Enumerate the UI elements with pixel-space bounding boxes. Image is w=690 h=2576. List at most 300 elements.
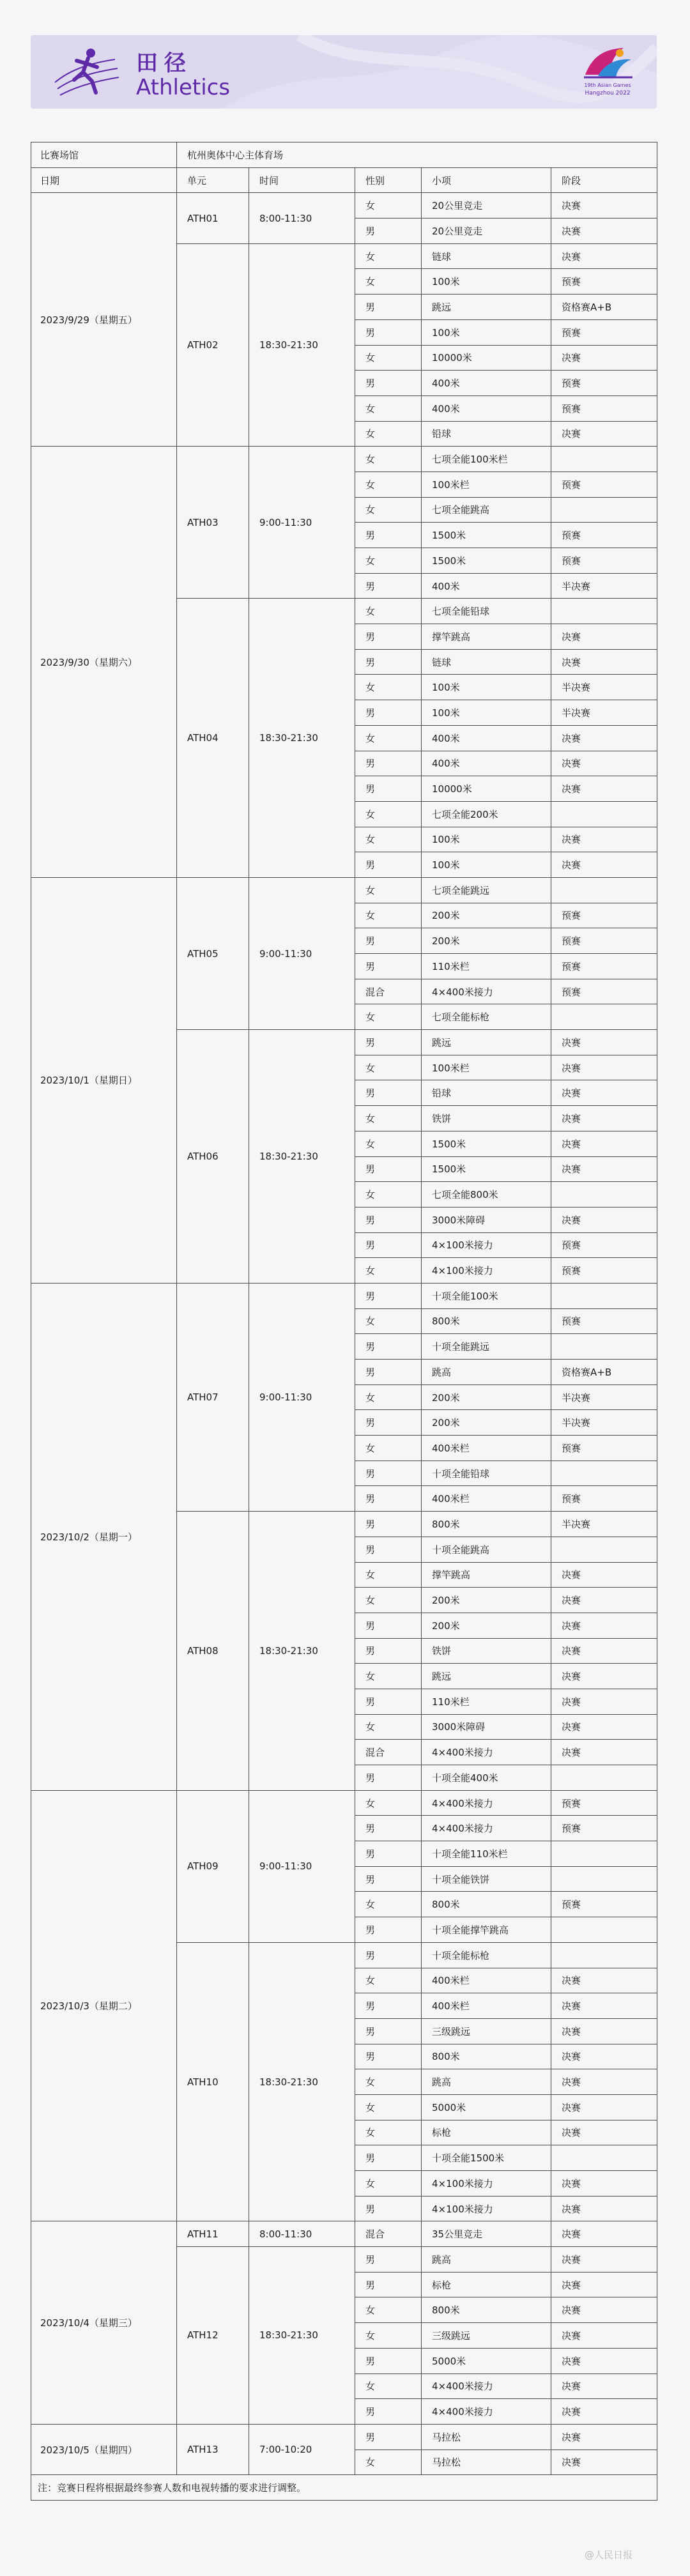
gender-cell: 男	[355, 1993, 422, 2019]
phase-cell: 预赛	[551, 979, 657, 1004]
phase-cell: 半决赛	[551, 573, 657, 599]
phase-cell: 决赛	[551, 2323, 657, 2349]
time-cell: 8:00-11:30	[249, 2221, 355, 2247]
gender-cell: 女	[355, 1308, 422, 1334]
event-cell: 1500米	[422, 523, 551, 548]
gender-cell: 男	[355, 1156, 422, 1182]
event-cell: 5000米	[422, 2094, 551, 2120]
phase-cell: 决赛	[551, 421, 657, 447]
event-cell: 跳高	[422, 2247, 551, 2273]
gender-cell: 男	[355, 1232, 422, 1258]
time-cell: 7:00-10:20	[249, 2424, 355, 2474]
gender-cell: 男	[355, 2018, 422, 2044]
event-cell: 4×400米接力	[422, 1740, 551, 1765]
emblem-caption-top: 19th Asian Games	[584, 82, 631, 88]
gender-cell: 男	[355, 1030, 422, 1055]
event-cell: 100米栏	[422, 471, 551, 497]
date-cell: 2023/9/29（星期五）	[31, 193, 177, 447]
gender-cell: 男	[355, 2272, 422, 2297]
note-row	[31, 2475, 657, 2501]
event-cell: 100米	[422, 700, 551, 726]
time-cell: 9:00-11:30	[249, 1283, 355, 1511]
gender-cell: 女	[355, 2323, 422, 2349]
phase-cell	[551, 1537, 657, 1562]
gender-cell: 男	[355, 1613, 422, 1638]
gender-cell: 女	[355, 1892, 422, 1917]
event-cell: 七项全能铅球	[422, 599, 551, 624]
gender-cell: 男	[355, 1334, 422, 1360]
event-cell: 200米	[422, 928, 551, 954]
event-cell: 十项全能400米	[422, 1765, 551, 1791]
header-banner	[31, 35, 657, 109]
gender-cell: 男	[355, 624, 422, 650]
gender-cell: 女	[355, 345, 422, 371]
gender-cell: 男	[355, 1283, 422, 1308]
gender-cell: 男	[355, 573, 422, 599]
gender-cell: 女	[355, 877, 422, 903]
table-row	[31, 877, 657, 903]
phase-cell: 预赛	[551, 1308, 657, 1334]
gender-cell: 男	[355, 2196, 422, 2221]
gender-cell: 女	[355, 447, 422, 472]
gender-cell: 男	[355, 1537, 422, 1562]
phase-cell: 决赛	[551, 1689, 657, 1714]
gender-cell: 男	[355, 1689, 422, 1714]
unit-cell: ATH06	[177, 1030, 249, 1284]
gender-cell: 女	[355, 1714, 422, 1740]
phase-cell: 决赛	[551, 2348, 657, 2373]
gender-cell: 女	[355, 497, 422, 523]
phase-cell	[551, 1182, 657, 1208]
gender-cell: 女	[355, 801, 422, 827]
event-cell: 1500米	[422, 1156, 551, 1182]
gender-cell: 女	[355, 2450, 422, 2475]
column-header: 阶段	[551, 167, 657, 193]
event-cell: 800米	[422, 1308, 551, 1334]
phase-cell: 决赛	[551, 1740, 657, 1765]
phase-cell: 半决赛	[551, 700, 657, 726]
phase-cell: 决赛	[551, 1968, 657, 1993]
event-cell: 1500米	[422, 548, 551, 574]
phase-cell: 决赛	[551, 2018, 657, 2044]
date-cell: 2023/9/30（星期六）	[31, 447, 177, 878]
phase-cell	[551, 877, 657, 903]
gender-cell: 男	[355, 2424, 422, 2450]
phase-cell: 决赛	[551, 1714, 657, 1740]
phase-cell: 预赛	[551, 319, 657, 345]
event-cell: 800米	[422, 2044, 551, 2069]
gender-cell: 男	[355, 1207, 422, 1232]
event-cell: 200米	[422, 1613, 551, 1638]
event-cell: 5000米	[422, 2348, 551, 2373]
phase-cell: 决赛	[551, 2450, 657, 2475]
event-cell: 4×400米接力	[422, 979, 551, 1004]
gender-cell: 女	[355, 2373, 422, 2399]
event-cell: 十项全能跳高	[422, 1537, 551, 1562]
date-cell: 2023/10/2（星期一）	[31, 1283, 177, 1790]
time-cell: 9:00-11:30	[249, 1790, 355, 1942]
gender-cell: 混合	[355, 1740, 422, 1765]
event-cell: 跳远	[422, 295, 551, 320]
event-cell: 跳远	[422, 1664, 551, 1689]
event-cell: 4×400米接力	[422, 1816, 551, 1841]
event-cell: 100米	[422, 852, 551, 878]
event-cell: 铅球	[422, 1080, 551, 1106]
gender-cell: 男	[355, 751, 422, 776]
phase-cell: 决赛	[551, 649, 657, 675]
phase-cell: 预赛	[551, 903, 657, 928]
gender-cell: 男	[355, 1080, 422, 1106]
phase-cell: 决赛	[551, 193, 657, 218]
phase-cell: 预赛	[551, 1258, 657, 1284]
phase-cell: 决赛	[551, 751, 657, 776]
phase-cell	[551, 1841, 657, 1867]
time-cell: 8:00-11:30	[249, 193, 355, 243]
event-cell: 撑竿跳高	[422, 624, 551, 650]
gender-cell: 男	[355, 1512, 422, 1537]
event-cell: 七项全能100米栏	[422, 447, 551, 472]
gender-cell: 女	[355, 1664, 422, 1689]
event-cell: 七项全能800米	[422, 1182, 551, 1208]
event-cell: 110米栏	[422, 1689, 551, 1714]
event-cell: 撑竿跳高	[422, 1562, 551, 1588]
phase-cell: 决赛	[551, 1106, 657, 1131]
phase-cell: 决赛	[551, 776, 657, 802]
event-cell: 400米	[422, 371, 551, 396]
phase-cell	[551, 801, 657, 827]
event-cell: 铁饼	[422, 1638, 551, 1664]
gender-cell: 女	[355, 1790, 422, 1816]
sport-title-cn: 田径	[136, 50, 192, 76]
phase-cell: 预赛	[551, 1790, 657, 1816]
event-cell: 400米	[422, 573, 551, 599]
gender-cell: 男	[355, 295, 422, 320]
phase-cell: 决赛	[551, 827, 657, 852]
phase-cell: 决赛	[551, 1156, 657, 1182]
phase-cell: 预赛	[551, 1486, 657, 1512]
phase-cell: 决赛	[551, 1638, 657, 1664]
phase-cell: 决赛	[551, 2399, 657, 2425]
phase-cell: 半决赛	[551, 675, 657, 700]
column-header-row	[31, 167, 657, 193]
gender-cell: 男	[355, 2348, 422, 2373]
gender-cell: 女	[355, 2120, 422, 2145]
phase-cell: 决赛	[551, 1207, 657, 1232]
schedule-table	[31, 142, 657, 2501]
gender-cell: 男	[355, 523, 422, 548]
gender-cell: 女	[355, 421, 422, 447]
phase-cell: 决赛	[551, 1131, 657, 1156]
gender-cell: 女	[355, 193, 422, 218]
event-cell: 3000米障碍	[422, 1714, 551, 1740]
event-cell: 4×100米接力	[422, 1232, 551, 1258]
event-cell: 35公里竞走	[422, 2221, 551, 2247]
unit-cell: ATH05	[177, 877, 249, 1029]
event-cell: 链球	[422, 243, 551, 269]
sport-title-en: Athletics	[136, 75, 231, 100]
event-cell: 铅球	[422, 421, 551, 447]
gender-cell: 女	[355, 2069, 422, 2095]
phase-cell: 决赛	[551, 1588, 657, 1613]
gender-cell: 女	[355, 395, 422, 421]
phase-cell	[551, 1917, 657, 1943]
gender-cell: 女	[355, 725, 422, 751]
table-row	[31, 447, 657, 472]
event-cell: 800米	[422, 2297, 551, 2323]
event-cell: 十项全能标枪	[422, 1942, 551, 1968]
unit-cell: ATH10	[177, 1942, 249, 2221]
phase-cell	[551, 1460, 657, 1486]
gender-cell: 男	[355, 2044, 422, 2069]
unit-cell: ATH02	[177, 243, 249, 447]
gender-cell: 女	[355, 1004, 422, 1030]
hangzhou-2022-asian-games-emblem-icon	[579, 43, 636, 102]
phase-cell: 预赛	[551, 954, 657, 979]
banner-decoration	[31, 35, 657, 109]
gender-cell: 男	[355, 1765, 422, 1791]
gender-cell: 女	[355, 827, 422, 852]
emblem-graphic-icon	[579, 43, 636, 81]
column-header: 单元	[177, 167, 249, 193]
unit-cell: ATH11	[177, 2221, 249, 2247]
gender-cell: 女	[355, 2297, 422, 2323]
gender-cell: 男	[355, 1841, 422, 1867]
time-cell: 9:00-11:30	[249, 877, 355, 1029]
unit-cell: ATH07	[177, 1283, 249, 1511]
date-cell: 2023/10/3（星期二）	[31, 1790, 177, 2221]
table-row	[31, 2221, 657, 2247]
event-cell: 4×400米接力	[422, 1790, 551, 1816]
phase-cell: 决赛	[551, 725, 657, 751]
gender-cell: 女	[355, 1384, 422, 1410]
event-cell: 20公里竞走	[422, 193, 551, 218]
column-header: 性别	[355, 167, 422, 193]
event-cell: 标枪	[422, 2120, 551, 2145]
event-cell: 三级跳远	[422, 2323, 551, 2349]
gender-cell: 男	[355, 928, 422, 954]
phase-cell: 预赛	[551, 1436, 657, 1461]
column-header: 日期	[31, 167, 177, 193]
gender-cell: 男	[355, 1638, 422, 1664]
event-cell: 10000米	[422, 345, 551, 371]
time-cell: 18:30-21:30	[249, 599, 355, 878]
event-cell: 十项全能跳远	[422, 1334, 551, 1360]
phase-cell: 决赛	[551, 1080, 657, 1106]
phase-cell	[551, 1942, 657, 1968]
schedule-note: 注：竞赛日程将根据最终参赛人数和电视转播的要求进行调整。	[31, 2475, 657, 2501]
unit-cell: ATH09	[177, 1790, 249, 1942]
event-cell: 100米	[422, 675, 551, 700]
event-cell: 110米栏	[422, 954, 551, 979]
event-cell: 跳远	[422, 1030, 551, 1055]
gender-cell: 男	[355, 1410, 422, 1436]
column-header: 时间	[249, 167, 355, 193]
phase-cell: 资格赛A+B	[551, 1360, 657, 1385]
event-cell: 200米	[422, 903, 551, 928]
phase-cell: 决赛	[551, 2247, 657, 2273]
event-cell: 200米	[422, 1384, 551, 1410]
gender-cell: 男	[355, 2247, 422, 2273]
phase-cell: 决赛	[551, 2297, 657, 2323]
phase-cell	[551, 599, 657, 624]
event-cell: 链球	[422, 649, 551, 675]
gender-cell: 女	[355, 1588, 422, 1613]
gender-cell: 男	[355, 319, 422, 345]
event-cell: 10000米	[422, 776, 551, 802]
event-cell: 400米	[422, 751, 551, 776]
watermark: @人民日报	[584, 2549, 632, 2561]
gender-cell: 男	[355, 852, 422, 878]
event-cell: 400米	[422, 395, 551, 421]
gender-cell: 男	[355, 1360, 422, 1385]
gender-cell: 男	[355, 371, 422, 396]
unit-cell: ATH01	[177, 193, 249, 243]
phase-cell: 决赛	[551, 1055, 657, 1080]
phase-cell: 预赛	[551, 395, 657, 421]
table-row	[31, 2424, 657, 2450]
table-row	[31, 193, 657, 218]
event-cell: 400米栏	[422, 1436, 551, 1461]
gender-cell: 男	[355, 1486, 422, 1512]
gender-cell: 女	[355, 1968, 422, 1993]
gender-cell: 男	[355, 776, 422, 802]
event-cell: 100米栏	[422, 1055, 551, 1080]
unit-cell: ATH13	[177, 2424, 249, 2474]
event-cell: 200米	[422, 1410, 551, 1436]
phase-cell: 决赛	[551, 2069, 657, 2095]
event-cell: 七项全能跳远	[422, 877, 551, 903]
event-cell: 三级跳远	[422, 2018, 551, 2044]
date-cell: 2023/10/5（星期四）	[31, 2424, 177, 2474]
event-cell: 十项全能铁饼	[422, 1866, 551, 1892]
event-cell: 4×100米接力	[422, 1258, 551, 1284]
event-cell: 十项全能铅球	[422, 1460, 551, 1486]
phase-cell: 半决赛	[551, 1384, 657, 1410]
time-cell: 18:30-21:30	[249, 1030, 355, 1284]
gender-cell: 男	[355, 218, 422, 244]
event-cell: 400米栏	[422, 1486, 551, 1512]
gender-cell: 男	[355, 700, 422, 726]
phase-cell	[551, 1283, 657, 1308]
event-cell: 跳高	[422, 2069, 551, 2095]
gender-cell: 男	[355, 2145, 422, 2171]
event-cell: 七项全能标枪	[422, 1004, 551, 1030]
event-cell: 十项全能撑竿跳高	[422, 1917, 551, 1943]
phase-cell	[551, 1866, 657, 1892]
event-cell: 200米	[422, 1588, 551, 1613]
phase-cell: 决赛	[551, 1613, 657, 1638]
gender-cell: 混合	[355, 2221, 422, 2247]
phase-cell: 决赛	[551, 243, 657, 269]
phase-cell: 决赛	[551, 2424, 657, 2450]
phase-cell: 决赛	[551, 2044, 657, 2069]
unit-cell: ATH12	[177, 2247, 249, 2425]
phase-cell: 预赛	[551, 523, 657, 548]
unit-cell: ATH04	[177, 599, 249, 878]
gender-cell: 混合	[355, 979, 422, 1004]
event-cell: 4×400米接力	[422, 2399, 551, 2425]
gender-cell: 女	[355, 1131, 422, 1156]
phase-cell	[551, 1765, 657, 1791]
event-cell: 十项全能100米	[422, 1283, 551, 1308]
table-row	[31, 1283, 657, 1308]
gender-cell: 女	[355, 269, 422, 295]
phase-cell: 决赛	[551, 2221, 657, 2247]
event-cell: 800米	[422, 1892, 551, 1917]
athletics-pictogram-icon	[51, 44, 121, 100]
gender-cell: 女	[355, 2094, 422, 2120]
gender-cell: 男	[355, 1942, 422, 1968]
column-header: 小项	[422, 167, 551, 193]
gender-cell: 女	[355, 2171, 422, 2196]
event-cell: 1500米	[422, 1131, 551, 1156]
phase-cell: 预赛	[551, 371, 657, 396]
event-cell: 400米栏	[422, 1993, 551, 2019]
phase-cell: 决赛	[551, 2171, 657, 2196]
time-cell: 9:00-11:30	[249, 447, 355, 599]
emblem-caption-bottom: Hangzhou 2022	[585, 90, 631, 96]
gender-cell: 女	[355, 548, 422, 574]
event-cell: 20公里竞走	[422, 218, 551, 244]
venue-name: 杭州奥体中心主体育场	[177, 142, 657, 168]
phase-cell: 半决赛	[551, 1512, 657, 1537]
gender-cell: 女	[355, 1436, 422, 1461]
event-cell: 标枪	[422, 2272, 551, 2297]
phase-cell: 预赛	[551, 928, 657, 954]
gender-cell: 女	[355, 1106, 422, 1131]
phase-cell: 决赛	[551, 2196, 657, 2221]
phase-cell: 预赛	[551, 471, 657, 497]
phase-cell: 决赛	[551, 2373, 657, 2399]
phase-cell: 决赛	[551, 1993, 657, 2019]
schedule-table-body	[31, 142, 657, 2501]
gender-cell: 男	[355, 1917, 422, 1943]
event-cell: 400米	[422, 725, 551, 751]
date-cell: 2023/10/4（星期三）	[31, 2221, 177, 2425]
phase-cell	[551, 1004, 657, 1030]
unit-cell: ATH03	[177, 447, 249, 599]
event-cell: 跳高	[422, 1360, 551, 1385]
phase-cell: 预赛	[551, 548, 657, 574]
phase-cell	[551, 2145, 657, 2171]
phase-cell: 预赛	[551, 269, 657, 295]
gender-cell: 女	[355, 1182, 422, 1208]
unit-cell: ATH08	[177, 1512, 249, 1791]
gender-cell: 男	[355, 649, 422, 675]
phase-cell: 决赛	[551, 2272, 657, 2297]
event-cell: 4×400米接力	[422, 2373, 551, 2399]
gender-cell: 女	[355, 1562, 422, 1588]
event-cell: 100米	[422, 269, 551, 295]
phase-cell: 决赛	[551, 2120, 657, 2145]
event-cell: 十项全能110米栏	[422, 1841, 551, 1867]
phase-cell	[551, 497, 657, 523]
event-cell: 十项全能1500米	[422, 2145, 551, 2171]
phase-cell: 决赛	[551, 1664, 657, 1689]
phase-cell	[551, 1334, 657, 1360]
event-cell: 100米	[422, 827, 551, 852]
gender-cell: 男	[355, 1460, 422, 1486]
phase-cell: 决赛	[551, 345, 657, 371]
gender-cell: 女	[355, 903, 422, 928]
gender-cell: 女	[355, 675, 422, 700]
phase-cell: 预赛	[551, 1892, 657, 1917]
phase-cell	[551, 447, 657, 472]
event-cell: 铁饼	[422, 1106, 551, 1131]
time-cell: 18:30-21:30	[249, 2247, 355, 2425]
event-cell: 4×100米接力	[422, 2196, 551, 2221]
date-cell: 2023/10/1（星期日）	[31, 877, 177, 1283]
